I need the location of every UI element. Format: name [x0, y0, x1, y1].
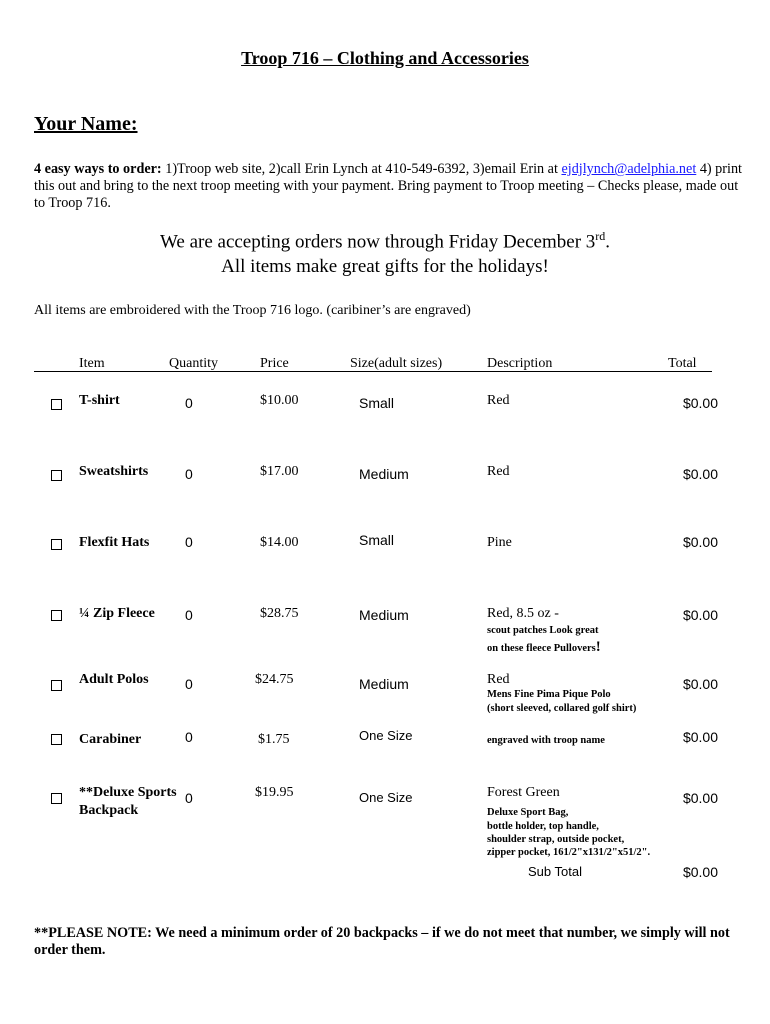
item-description: Red [487, 464, 510, 479]
item-checkbox[interactable] [51, 539, 62, 550]
item-description: Pine [487, 535, 512, 550]
item-total: $0.00 [682, 729, 718, 745]
item-checkbox[interactable] [51, 680, 62, 691]
size-field[interactable]: Medium [359, 676, 409, 692]
item-price: $24.75 [255, 672, 294, 687]
item-description: engraved with troop name [487, 735, 605, 746]
item-detail: (short sleeved, collared golf shirt) [487, 703, 637, 714]
announcement-line-1: We are accepting orders now through Friday December 3rd. [159, 229, 611, 253]
item-detail: shoulder strap, outside pocket, [487, 834, 625, 845]
quantity-field[interactable]: 0 [185, 676, 193, 692]
quantity-field[interactable]: 0 [185, 466, 193, 482]
your-name-label: Your Name: [34, 113, 138, 135]
item-price: $28.75 [260, 606, 299, 621]
embroidered-note: All items are embroidered with the Troop 716 logo. (caribiner’s are engraved) [34, 303, 471, 318]
item-name: Sweatshirts [79, 464, 149, 479]
item-name: Flexfit Hats [79, 535, 150, 550]
item-description: Red [487, 672, 510, 687]
size-field[interactable]: Small [359, 395, 395, 411]
quantity-field[interactable]: 0 [185, 790, 193, 806]
item-detail: bottle holder, top handle, [487, 821, 599, 832]
item-description: Red [487, 393, 510, 408]
col-header-item: Item [79, 356, 105, 371]
item-total: $0.00 [682, 534, 718, 550]
item-name: **Deluxe Sports [79, 785, 177, 800]
item-name: T-shirt [79, 393, 120, 408]
quantity-field[interactable]: 0 [185, 607, 193, 623]
size-field[interactable]: Small [359, 532, 395, 548]
item-price: $1.75 [258, 732, 290, 747]
item-checkbox[interactable] [51, 470, 62, 481]
item-price: $19.95 [255, 785, 294, 800]
order-text-1: 1)Troop web site, 2)call Erin Lynch at 410-549-6392, 3)email Erin at [161, 161, 562, 177]
item-description: Red, 8.5 oz - [487, 606, 559, 621]
item-price: $14.00 [260, 535, 299, 550]
order-lead: 4 easy ways to order: [34, 161, 162, 177]
item-name: ¼ Zip Fleece [79, 606, 155, 621]
item-checkbox[interactable] [51, 610, 62, 621]
item-detail: zipper pocket, 161/2"x131/2"x51/2". [487, 847, 651, 858]
page-title: Troop 716 – Clothing and Accessories [241, 48, 529, 68]
item-name: Carabiner [79, 732, 142, 747]
item-detail: Mens Fine Pima Pique Polo [487, 689, 611, 700]
quantity-field[interactable]: 0 [185, 534, 193, 550]
item-name: Adult Polos [79, 672, 149, 687]
announcement-line-2: All items make great gifts for the holidays! [221, 256, 549, 277]
col-header-size: Size(adult sizes) [350, 356, 443, 371]
item-price: $17.00 [260, 464, 299, 479]
item-total: $0.00 [682, 676, 718, 692]
item-total: $0.00 [682, 790, 718, 806]
col-header-quantity: Quantity [169, 356, 218, 371]
item-checkbox[interactable] [51, 793, 62, 804]
size-field[interactable]: One Size [359, 728, 413, 743]
item-detail: Deluxe Sport Bag, [487, 807, 569, 818]
order-text-2: 4) print this out and bring to the next troop meeting with your payment. Bring payment to Troop meeting – Checks please, made out to Troop 716. [34, 161, 742, 211]
subtotal-label: Sub Total [528, 864, 582, 879]
item-detail: on these fleece Pullovers! [487, 639, 601, 655]
col-header-description: Description [487, 356, 553, 371]
subtotal-value: $0.00 [682, 864, 718, 880]
please-note: **PLEASE NOTE: We need a minimum order of 20 backpacks – if we do not meet that number, we simply will not order them. [34, 925, 730, 958]
item-description: Forest Green [487, 785, 560, 800]
item-total: $0.00 [682, 466, 718, 482]
item-detail: scout patches Look great [487, 625, 599, 636]
item-checkbox[interactable] [51, 734, 62, 745]
order-instructions [34, 161, 746, 212]
item-checkbox[interactable] [51, 399, 62, 410]
item-total: $0.00 [682, 395, 718, 411]
col-header-total: Total [668, 356, 697, 371]
quantity-field[interactable]: 0 [185, 729, 193, 745]
item-price: $10.00 [260, 393, 299, 408]
size-field[interactable]: Medium [359, 466, 409, 482]
size-field[interactable]: Medium [359, 607, 409, 623]
item-name-line-2: Backpack [79, 803, 139, 818]
item-total: $0.00 [682, 607, 718, 623]
size-field[interactable]: One Size [359, 790, 413, 805]
header-rule [34, 371, 712, 372]
quantity-field[interactable]: 0 [185, 395, 193, 411]
col-header-price: Price [260, 356, 289, 371]
email-link[interactable]: ejdjlynch@adelphia.net [561, 161, 697, 177]
